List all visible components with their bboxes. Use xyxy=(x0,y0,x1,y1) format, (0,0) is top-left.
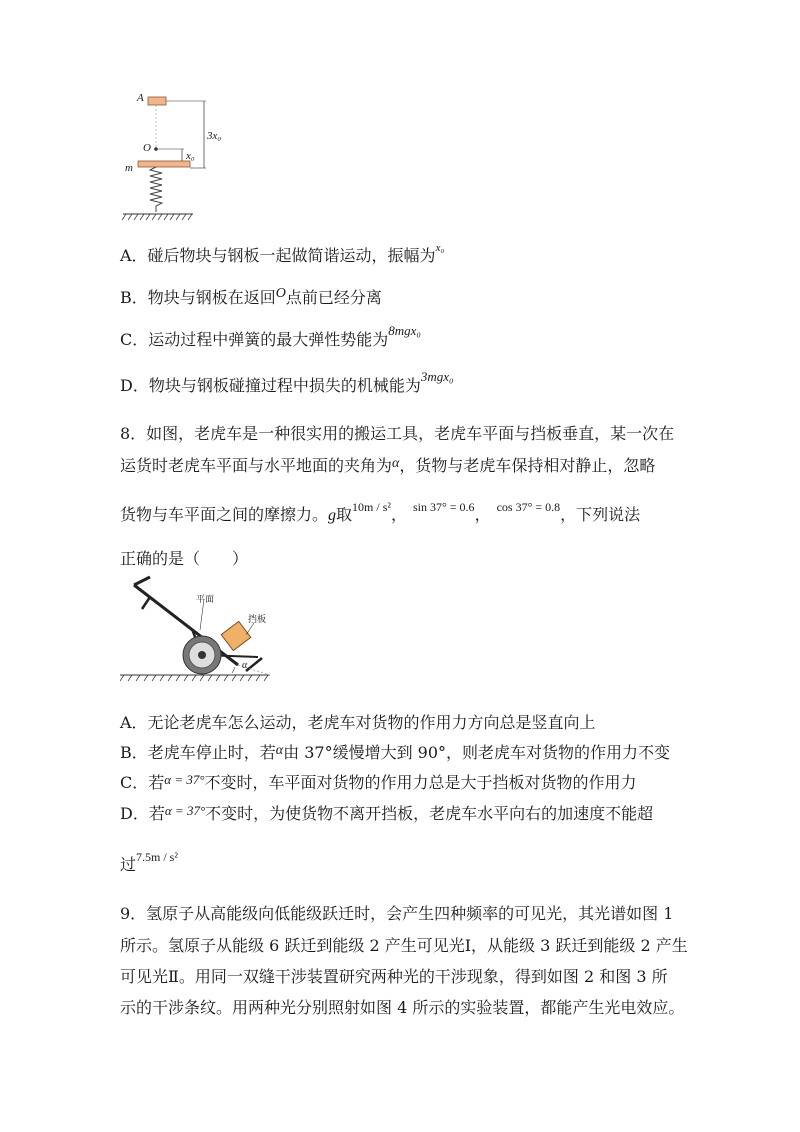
q8-option-a: A．无论老虎车怎么运动，老虎车对货物的作用力方向总是竖直向上 xyxy=(120,713,596,732)
q9-line-4: 示的干涉条纹。用两种光分别照射如图 4 所示的实验装置，都能产生光电效应。 xyxy=(120,998,685,1017)
q7-option-c: C．运动过程中弹簧的最大弹性势能为$^{8mgx_0}$ xyxy=(120,323,421,349)
label-o: O xyxy=(143,142,151,154)
q8-line-4: 正确的是（ ） xyxy=(120,549,249,568)
q8-line-2: 运货时老虎车平面与水平地面的夹角为α，货物与老虎车保持相对静止，忽略 xyxy=(120,456,656,475)
q7-option-b: B．物块与钢板在返回O点前已经分离 xyxy=(120,286,382,307)
label-a: A xyxy=(137,92,144,104)
math-x0: x₀ xyxy=(435,242,445,254)
label-alpha: α xyxy=(242,660,248,671)
q9-line-1: 9．氢原子从高能级向低能级跃迁时，会产生四种频率的可见光，其光谱如图 1 xyxy=(120,904,674,923)
dimension-3x0: 3x₀ xyxy=(207,130,222,142)
q8-line-3: 货物与车平面之间的摩擦力。g取$^{10m / s^2}$， $^{sin 37^\circ = 0.6}$， $^{cos 37^\circ = 0.8}$，下列说法 xyxy=(120,500,641,524)
dimension-x0: x₀ xyxy=(186,150,195,162)
q8-option-d: D．若$^{\alpha = 37^\circ}$不变时，为使货物不离开挡板，老虎车水平向右的加速度不能超 xyxy=(120,803,654,823)
q8-option-d-continued: 过$^{7.5m / s^2}$ xyxy=(120,850,178,874)
q8-option-b: B．老虎车停止时，若α由 37°缓慢增大到 90°，则老虎车对货物的作用力不变 xyxy=(120,743,671,762)
q7-option-a: A．碰后物块与钢板一起做简谐运动，振幅为$^{x_0}$ xyxy=(120,242,445,265)
label-plane: 平面 xyxy=(196,595,215,605)
spring-plate-diagram xyxy=(118,90,228,225)
label-board: 挡板 xyxy=(248,615,267,625)
q9-line-2: 所示。氢原子从能级 6 跃迁到能级 2 产生可见光Ⅰ，从能级 3 跃迁到能级 2 产生 xyxy=(120,936,688,955)
q8-line-1: 8．如图，老虎车是一种很实用的搬运工具，老虎车平面与挡板垂直，某一次在 xyxy=(120,424,675,443)
label-m: m xyxy=(125,162,133,174)
q8-option-c: C．若$^{\alpha = 37^\circ}$不变时，车平面对货物的作用力总是大于挡板对货物的作用力 xyxy=(120,772,637,792)
q9-line-3: 可见光Ⅱ。用同一双缝干涉装置研究两种光的干涉现象，得到如图 2 和图 3 所 xyxy=(120,967,668,986)
q7-option-d: D．物块与钢板碰撞过程中损失的机械能为$^{3mgx_0}$ xyxy=(120,369,454,395)
